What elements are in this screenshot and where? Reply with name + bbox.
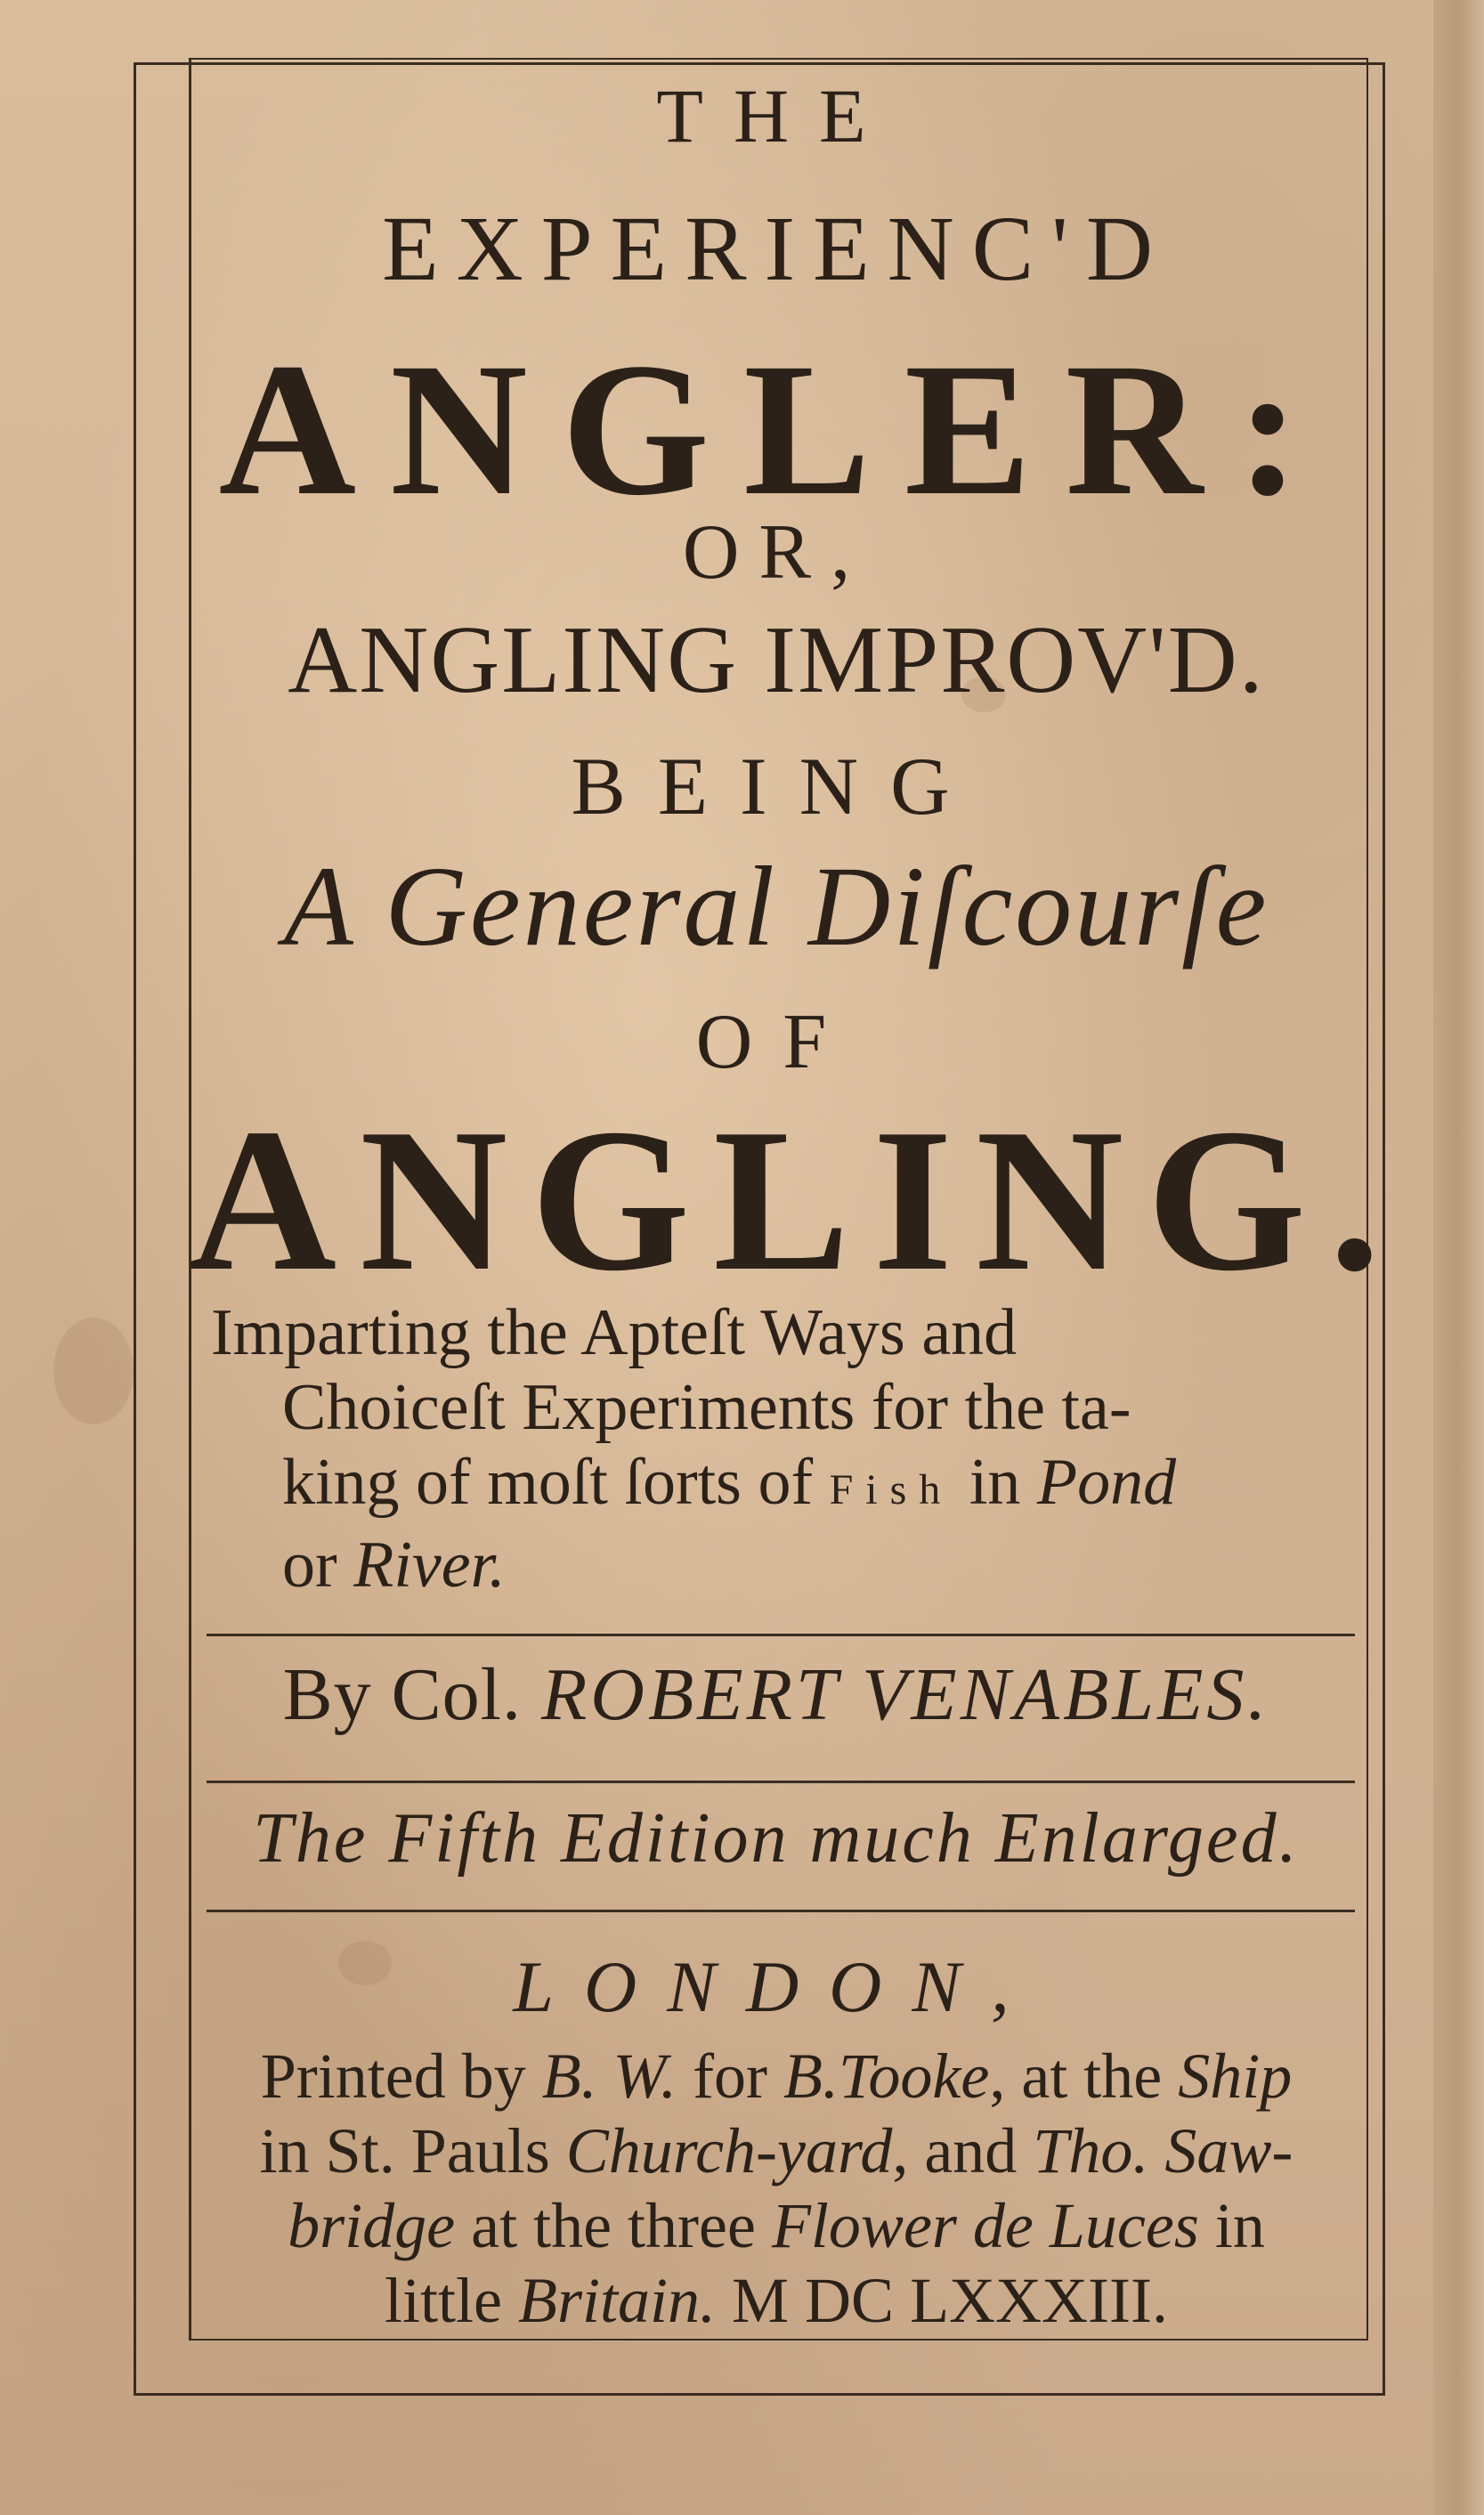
imprint-city: LONDON, [513, 1946, 1040, 2027]
title-angler: ANGLER: [218, 324, 1334, 535]
paper-stain [53, 1318, 134, 1424]
imprint-block [189, 2039, 1364, 2338]
author-prefix: By Col. [282, 1653, 522, 1736]
imprint-line: little Britain. M DC LXXXIII. [385, 2265, 1168, 2336]
fish-word: Fish [829, 1466, 953, 1513]
page-edge [1433, 0, 1484, 2515]
description-line: king of moſt ſorts of Fish in Pond [282, 1446, 1177, 1519]
title-of: OF [695, 999, 857, 1085]
divider-rule [207, 1910, 1355, 1912]
divider-rule [207, 1781, 1355, 1783]
author-line [189, 1651, 1364, 1738]
author-name: ROBERT VENABLES. [541, 1653, 1270, 1736]
edition-line: The Fifth Edition much Enlarged. [253, 1799, 1300, 1878]
title-experienced: EXPERIENC'D [382, 198, 1171, 300]
imprint-line: Printed by B. W. for B.Tooke, at the Ship [260, 2040, 1293, 2112]
title-the: THE [656, 73, 896, 158]
title-angling-improved: ANGLING IMPROV'D. [288, 607, 1265, 713]
title-angling: ANGLING. [189, 1086, 1404, 1313]
imprint-line: in St. Pauls Church-yard, and Tho. Saw- [259, 2115, 1293, 2186]
imprint-line: bridge at the three Flower de Luces in [288, 2190, 1265, 2261]
title-general-discourse: A General Diſcourſe [283, 843, 1269, 969]
description-paragraph [211, 1295, 1355, 1602]
divider-rule [207, 1634, 1355, 1636]
title-or: OR, [682, 509, 871, 596]
title-being: BEING [571, 741, 982, 832]
description-line: Choiceſt Experiments for the ta- [282, 1371, 1131, 1444]
description-line: or River. [282, 1529, 506, 1602]
description-line: Imparting the Apteſt Ways and [211, 1296, 1018, 1369]
title-page-content [189, 58, 1404, 2337]
